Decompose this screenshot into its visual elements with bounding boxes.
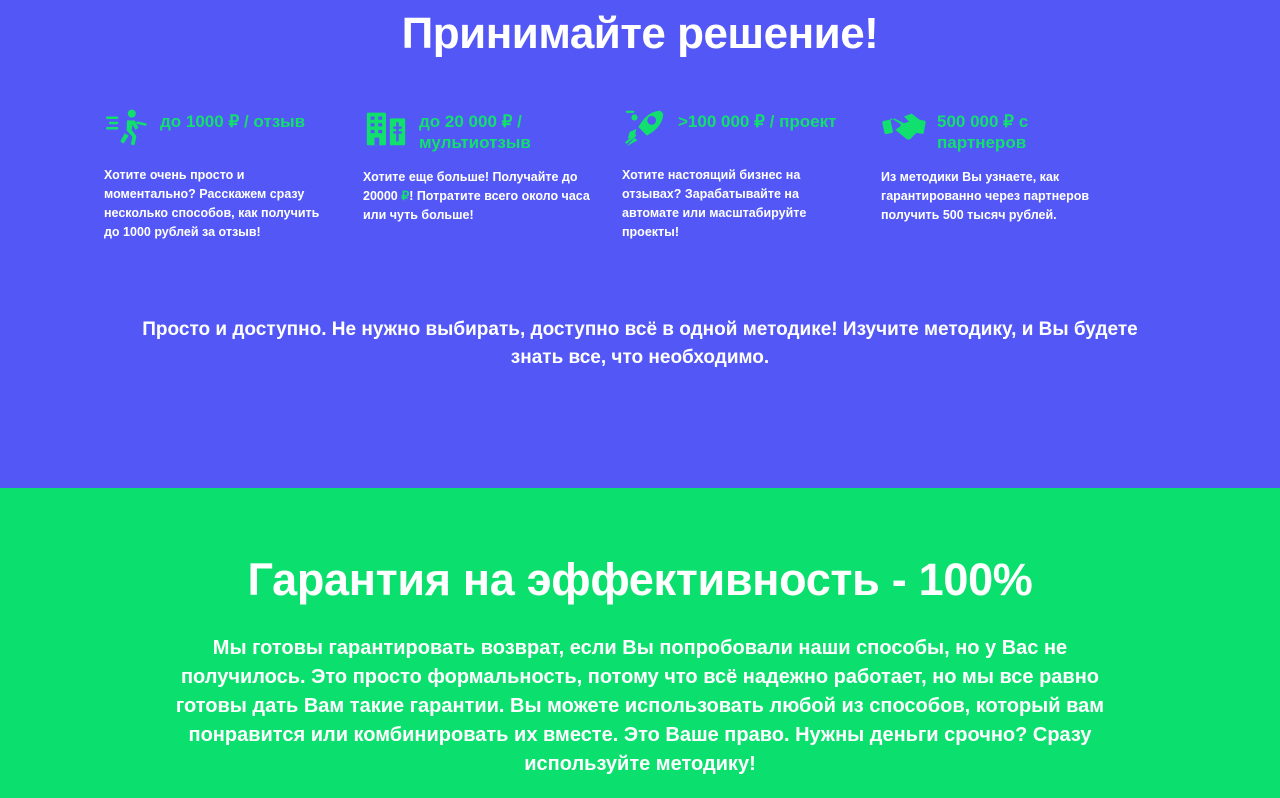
feature-card — [881, 105, 1140, 242]
feature-card — [622, 105, 881, 242]
page-title: Принимайте решение! — [401, 9, 879, 58]
guarantee-title: Гарантия на эффективность - 100% — [247, 554, 1033, 605]
feature-title: 500 000 ₽ с партнеров — [937, 111, 1029, 152]
feature-list — [0, 105, 1280, 242]
feature-card — [363, 105, 622, 242]
feature-header — [881, 105, 1112, 153]
feature-header — [363, 105, 594, 153]
feature-title: до 1000 ₽ / отзыв — [160, 111, 306, 131]
decision-footnote: Просто и доступно. Не нужно выбирать, доступно всё в одной методике! Изучите методику, и Вы будете знать все, что необходимо. — [142, 318, 1138, 369]
feature-title: >100 000 ₽ / проект — [678, 111, 837, 131]
feature-description: Из методики Вы узнаете, как гарантированно через партнеров получить 500 тысяч рублей. — [881, 170, 1090, 223]
feature-description: Хотите настоящий бизнес на отзывах? Зарабатывайте на автомате или масштабируйте проекты! — [622, 167, 807, 239]
guarantee-text: Мы готовы гарантировать возврат, если Вы попробовали наши способы, но у Вас не получилось. Это просто формальность, потому что всё надежно работает, но мы все равно готовы дать Вам такие гарантии. Вы можете использовать любой из способов, который вам понравится или комбинировать их вместе. Это Ваше право. Нужны деньги срочно? Сразу используйте методику! — [175, 637, 1105, 775]
feature-title: до 20 000 ₽ / мультиотзыв — [419, 111, 531, 152]
feature-description: Хотите очень просто и моментально? Расскажем сразу несколько способов, как получить до 1000 рублей за отзыв! — [104, 167, 320, 239]
feature-card — [104, 105, 363, 242]
feature-header — [622, 105, 853, 151]
handshake-icon — [881, 105, 927, 151]
ruble-symbol: ₽ — [401, 189, 410, 204]
money-transfer-icon — [104, 105, 150, 151]
feature-description: Хотите еще больше! Получайте до 20000 ₽! Потратите всего около часа или чуть больше! — [363, 170, 590, 223]
feature-header — [104, 105, 335, 151]
rocket-money-icon — [622, 105, 668, 151]
guarantee-section — [0, 488, 1280, 798]
building-money-icon — [363, 105, 409, 151]
